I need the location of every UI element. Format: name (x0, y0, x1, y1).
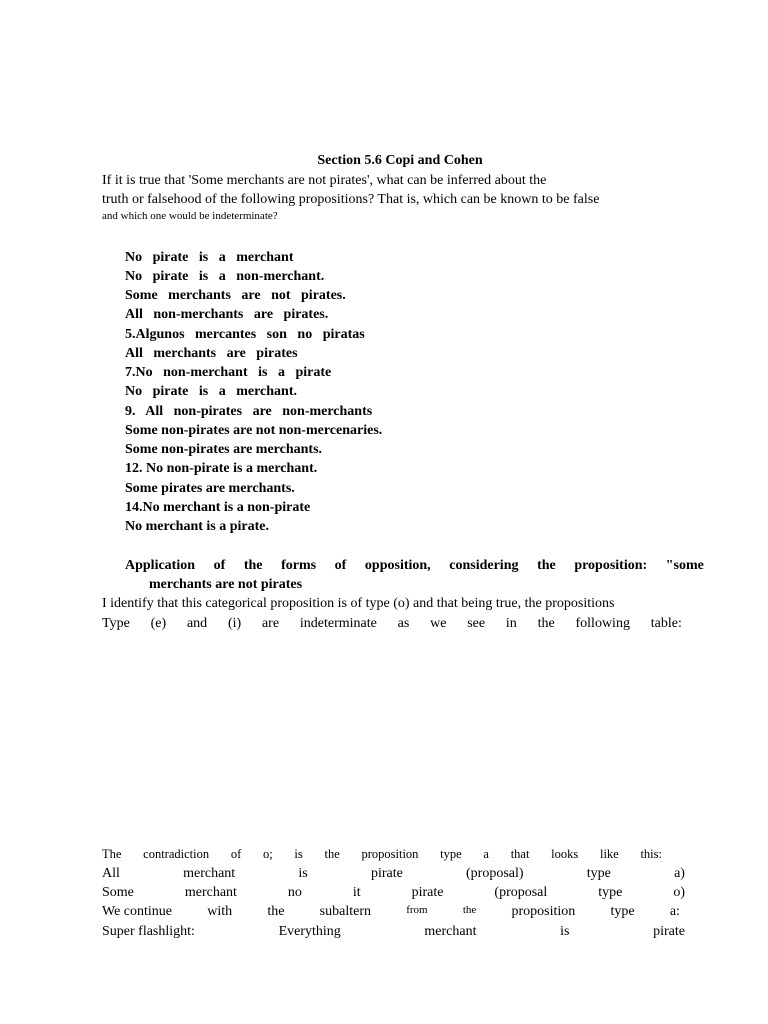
contradiction-word: a) (674, 866, 685, 881)
continue-word: the (462, 904, 477, 916)
proposition-item: 12. No non-pirate is a merchant. (125, 461, 318, 476)
contradiction-word: pirate (411, 885, 444, 900)
identify-word: (e) (150, 616, 167, 631)
super-word: is (560, 924, 570, 939)
proposition-item: Some merchants are not pirates. (125, 288, 346, 303)
identify-word: in (505, 616, 517, 631)
contradiction-word: the (324, 847, 340, 861)
identify-word: (i) (227, 616, 242, 631)
identify-word: the (537, 616, 555, 631)
contradiction-line-3 (102, 886, 685, 900)
super-word: Everything (278, 924, 341, 939)
identify-word: see (467, 616, 486, 631)
continue-word: proposition (511, 904, 576, 919)
proposition-item: No pirate is a merchant (125, 250, 294, 265)
contradiction-word: type (598, 885, 623, 900)
contradiction-line-2 (102, 867, 685, 881)
continue-word: type (610, 904, 635, 919)
proposition-item: No pirate is a merchant. (125, 384, 297, 399)
contradiction-word: of (230, 847, 242, 861)
contradiction-word: pirate (370, 866, 403, 881)
application-word: opposition, (364, 558, 431, 573)
continue-word: with (207, 904, 233, 919)
proposition-item: Some non-pirates are merchants. (125, 442, 323, 457)
identify-word: table: (650, 616, 682, 631)
continue-line (102, 905, 680, 919)
application-word: proposition: (574, 558, 648, 573)
contradiction-word: o; (262, 847, 273, 861)
contradiction-word: a (483, 847, 489, 861)
contradiction-word: (proposal (494, 885, 548, 900)
identify-word: and (186, 616, 208, 631)
identify-word: indeterminate (299, 616, 377, 631)
contradiction-word: All (102, 866, 120, 881)
contradiction-word: o) (673, 885, 685, 900)
proposition-item: All merchants are pirates (125, 346, 298, 361)
contradiction-word: is (294, 847, 303, 861)
continue-word: the (267, 904, 285, 919)
application-word: "some (665, 558, 704, 573)
continue-word: from (406, 904, 428, 916)
application-word: Application (125, 558, 196, 573)
proposition-item: 7.No non-merchant is a pirate (125, 365, 332, 380)
application-word: of (213, 558, 226, 573)
proposition-item: No pirate is a non-merchant. (125, 269, 325, 284)
contradiction-word: Some (102, 885, 134, 900)
contradiction-word: like (599, 847, 619, 861)
super-word: Super flashlight: (102, 924, 195, 939)
continue-word: We continue (102, 904, 173, 919)
contradiction-word: The (102, 847, 122, 861)
contradiction-line-1 (102, 848, 662, 861)
proposition-item: 14.No merchant is a non-pirate (125, 500, 311, 515)
contradiction-word: that (510, 847, 530, 861)
intro-line-1: If it is true that 'Some merchants are not pirates', what can be inferred about the (102, 173, 547, 188)
intro-line-2: truth or falsehood of the following propositions? That is, which can be known to be false (102, 192, 600, 207)
contradiction-word: no (287, 885, 302, 900)
contradiction-word: is (298, 866, 308, 881)
contradiction-word: merchant (184, 885, 237, 900)
identify-word: as (397, 616, 410, 631)
identify-line-2 (102, 617, 682, 631)
proposition-item: No merchant is a pirate. (125, 519, 269, 534)
identify-word: Type (102, 616, 130, 631)
proposition-item: 9. All non-pirates are non-merchants (125, 404, 373, 419)
contradiction-word: contradiction (143, 847, 210, 861)
application-word: the (537, 558, 556, 573)
proposition-item: Some non-pirates are not non-mercenaries. (125, 423, 383, 438)
super-word: merchant (424, 924, 477, 939)
application-word: of (334, 558, 347, 573)
continue-word: subaltern (319, 904, 371, 919)
super-word: pirate (653, 924, 685, 939)
application-word: considering (449, 558, 519, 573)
contradiction-word: type (440, 847, 462, 861)
section-title: Section 5.6 Copi and Cohen (317, 153, 483, 168)
application-word: forms (281, 558, 317, 573)
contradiction-word: it (352, 885, 361, 900)
proposition-item: 5.Algunos mercantes son no piratas (125, 327, 365, 342)
proposition-item: All non-merchants are pirates. (125, 307, 329, 322)
identify-word: following (575, 616, 630, 631)
contradiction-word: looks (551, 847, 579, 861)
application-line-1 (125, 559, 704, 573)
intro-line-3: and which one would be indeterminate? (102, 210, 278, 222)
continue-word: a: (669, 904, 680, 919)
contradiction-word: merchant (183, 866, 236, 881)
proposition-item: Some pirates are merchants. (125, 481, 295, 496)
application-line-2: merchants are not pirates (149, 577, 303, 592)
contradiction-word: this: (640, 847, 662, 861)
identify-word: we (430, 616, 447, 631)
contradiction-word: proposition (361, 847, 419, 861)
contradiction-word: (proposal) (466, 866, 524, 881)
application-word: the (243, 558, 263, 573)
super-line (102, 925, 685, 939)
identify-line-1: I identify that this categorical proposition is of type (o) and that being true, the propositions (102, 596, 615, 611)
contradiction-word: type (586, 866, 611, 881)
identify-word: are (261, 616, 280, 631)
